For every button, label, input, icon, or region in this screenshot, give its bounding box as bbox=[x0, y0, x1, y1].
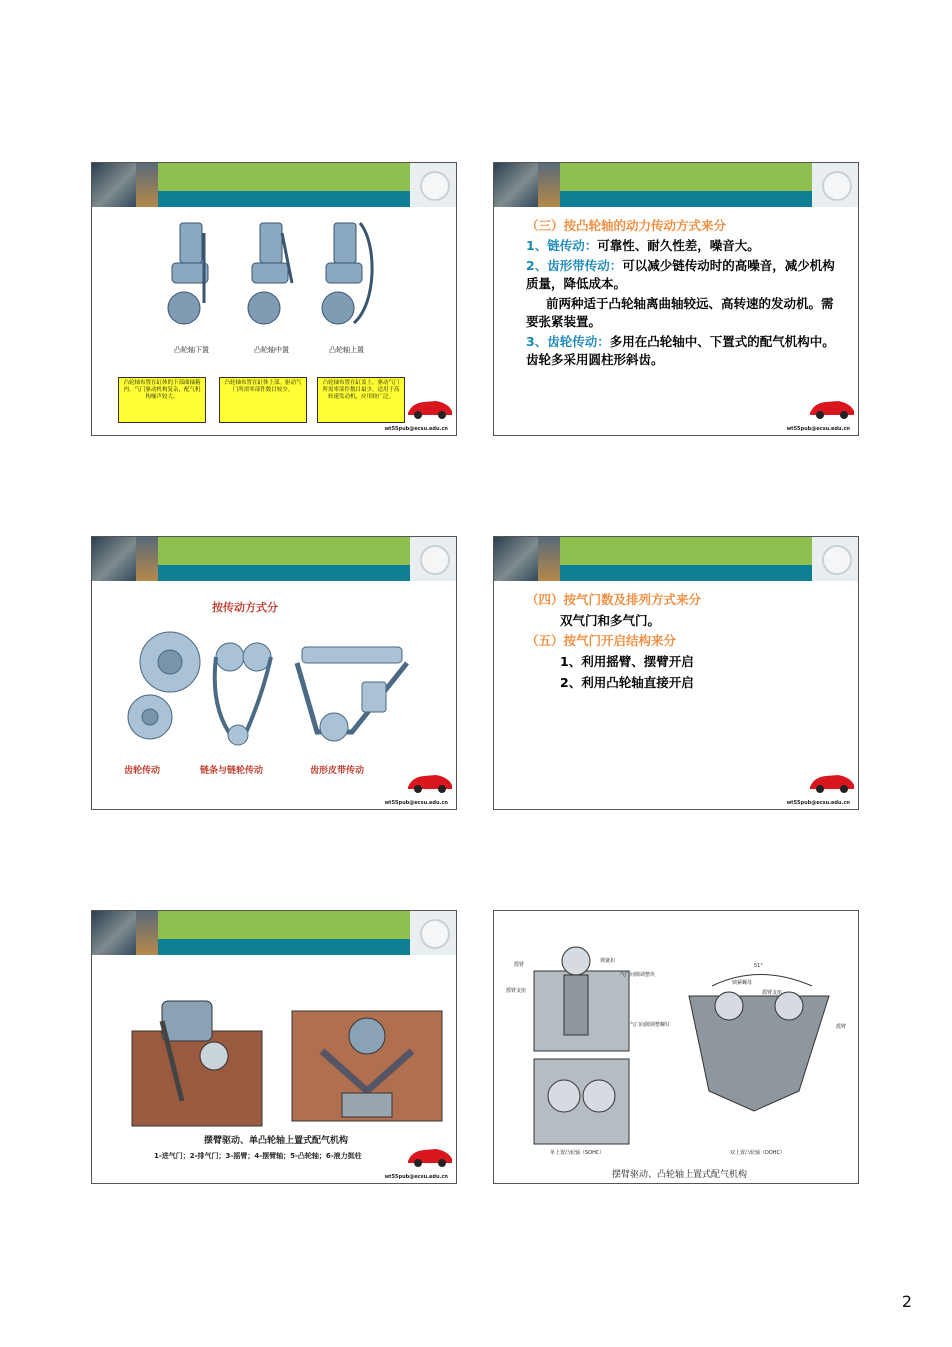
paragraph-note: 前两种适于凸轮轴离曲轴较远、高转速的发动机。需要张紧装置。 bbox=[526, 296, 834, 329]
header-logo bbox=[494, 163, 538, 207]
opening-item-1: 1、利用摇臂、摆臂开启 bbox=[560, 654, 694, 669]
header-green-bar bbox=[560, 537, 812, 565]
header-teal-bar bbox=[560, 565, 812, 581]
label-rocker-arm-right: 摇臂 bbox=[836, 1024, 847, 1030]
footer-url: wt55pub@ecsu.edu.cn bbox=[384, 800, 448, 806]
header-deco bbox=[410, 163, 457, 207]
header-green-bar bbox=[158, 537, 410, 565]
piston-icon bbox=[420, 171, 450, 201]
header-logo bbox=[92, 537, 136, 581]
sohc-cutaway-illustration bbox=[92, 981, 457, 1131]
label-angle: 51° bbox=[754, 963, 763, 969]
item-belt-label: 2、齿形带传动： bbox=[526, 258, 623, 273]
slide-3 bbox=[91, 536, 457, 810]
header-logo-strip bbox=[538, 537, 560, 581]
page-number: 2 bbox=[901, 1292, 912, 1311]
piston-icon bbox=[420, 919, 450, 949]
slide-title: 摆臂驱动、凸轮轴上置式配气机构 bbox=[612, 1170, 748, 1180]
note-cam-mid: 凸轮轴布置在缸体上部。驱动气门所需零部件数目较少。 bbox=[219, 377, 307, 423]
header-logo-strip bbox=[136, 911, 158, 955]
header-logo-strip bbox=[136, 537, 158, 581]
caption-cam-low: 凸轮轴下置 bbox=[174, 346, 209, 354]
footer-url: wt55pub@ecsu.edu.cn bbox=[786, 426, 850, 432]
footer-url: wt55pub@ecsu.edu.cn bbox=[384, 426, 448, 432]
item-belt-text: 可以减少链传动时的高噪音，减少机构质量，降低成本。 bbox=[526, 258, 835, 291]
header-logo-strip bbox=[538, 163, 560, 207]
valve-count-line: 双气门和多气门。 bbox=[560, 613, 661, 628]
slide-header bbox=[494, 163, 858, 207]
label-rocker-arm: 摇臂 bbox=[514, 962, 525, 968]
header-deco bbox=[812, 163, 859, 207]
header-deco bbox=[410, 911, 457, 955]
slide-4 bbox=[493, 536, 859, 810]
red-car-icon bbox=[808, 769, 856, 795]
header-teal-bar bbox=[560, 191, 812, 207]
caption-cam-mid: 凸轮轴中置 bbox=[254, 346, 289, 354]
piston-icon bbox=[822, 171, 852, 201]
red-car-icon bbox=[808, 395, 856, 421]
caption-gear: 齿轮传动 bbox=[124, 766, 161, 776]
slide-1 bbox=[91, 162, 457, 436]
slide-header bbox=[92, 537, 456, 581]
footer-url: wt55pub@ecsu.edu.cn bbox=[786, 800, 850, 806]
footer-url: wt55pub@ecsu.edu.cn bbox=[384, 1174, 448, 1180]
slide-5 bbox=[91, 910, 457, 1184]
parts-legend: 1-进气门；2-排气门；3-摇臂；4-摆臂轴；5-凸轮轴；6-液力挺柱 bbox=[154, 1152, 362, 1160]
header-green-bar bbox=[560, 163, 812, 191]
note-cam-low: 凸轮轴布置在缸体的下部曲轴箱内。气门驱动机构复杂，配气机构噪声较大。 bbox=[118, 377, 206, 423]
label-lash-shim: 气门间隙调整块 bbox=[620, 972, 656, 978]
section-heading-4: （四）按气门数及排列方式来分 bbox=[526, 592, 702, 607]
label-rocker-support: 摇臂支座 bbox=[506, 988, 527, 994]
header-teal-bar bbox=[158, 191, 410, 207]
header-logo bbox=[92, 911, 136, 955]
piston-icon bbox=[822, 545, 852, 575]
opening-item-2: 2、利用凸轮轴直接开启 bbox=[560, 675, 694, 690]
drive-types-illustration bbox=[92, 617, 457, 757]
slide-header bbox=[92, 911, 456, 955]
header-deco bbox=[410, 537, 457, 581]
label-lock-nut: 锁紧螺母 bbox=[732, 980, 753, 986]
header-deco bbox=[812, 537, 859, 581]
slide-title: 按传动方式分 bbox=[212, 601, 278, 614]
caption-chain: 链条与链轮传动 bbox=[200, 766, 264, 776]
caption-sohc: 单上置凸轮轴（SOHC） bbox=[550, 1150, 605, 1156]
item-gear bbox=[526, 333, 836, 369]
header-teal-bar bbox=[158, 565, 410, 581]
section-heading: （三）按凸轮轴的动力传动方式来分 bbox=[526, 218, 727, 233]
sohc-dohc-diagram bbox=[494, 911, 859, 1161]
header-logo bbox=[494, 537, 538, 581]
red-car-icon bbox=[406, 1143, 454, 1169]
cam-position-illustration bbox=[92, 213, 457, 343]
header-green-bar bbox=[158, 911, 410, 939]
item-chain-label: 1、链传动： bbox=[526, 238, 598, 253]
slide-header bbox=[92, 163, 456, 207]
item-chain bbox=[526, 237, 846, 255]
slide-2 bbox=[493, 162, 859, 436]
label-spring-clip: 弹簧扣 bbox=[600, 958, 616, 964]
caption-dohc: 双上置凸轮轴（DOHC） bbox=[730, 1150, 786, 1156]
header-teal-bar bbox=[158, 939, 410, 955]
header-logo bbox=[92, 163, 136, 207]
item-gear-text: 多用在凸轮轴中、下置式的配气机构中。齿轮多采用圆柱形斜齿。 bbox=[526, 334, 835, 367]
header-logo-strip bbox=[136, 163, 158, 207]
label-lash-screw: 气门间隙调整螺钉 bbox=[630, 1022, 671, 1028]
item-chain-text: 可靠性、耐久性差，噪音大。 bbox=[597, 238, 760, 253]
note-cam-high: 凸轮轴布置在缸盖上。驱动气门所需零部件数目最少。适用于高转速发动机，应用较广泛。 bbox=[317, 377, 405, 423]
slide-title: 摆臂驱动、单凸轮轴上置式配气机构 bbox=[204, 1136, 349, 1146]
item-gear-label: 3、齿轮传动： bbox=[526, 334, 610, 349]
item-belt bbox=[526, 257, 836, 293]
slide-6 bbox=[493, 910, 859, 1184]
red-car-icon bbox=[406, 769, 454, 795]
piston-icon bbox=[420, 545, 450, 575]
caption-belt: 齿形皮带传动 bbox=[310, 766, 365, 776]
header-green-bar bbox=[158, 163, 410, 191]
caption-cam-high: 凸轮轴上置 bbox=[329, 346, 364, 354]
red-car-icon bbox=[406, 395, 454, 421]
slide-header bbox=[494, 537, 858, 581]
label-rocker-support-right: 摇臂支座 bbox=[762, 990, 783, 996]
section-heading-5: （五）按气门开启结构来分 bbox=[526, 633, 677, 648]
